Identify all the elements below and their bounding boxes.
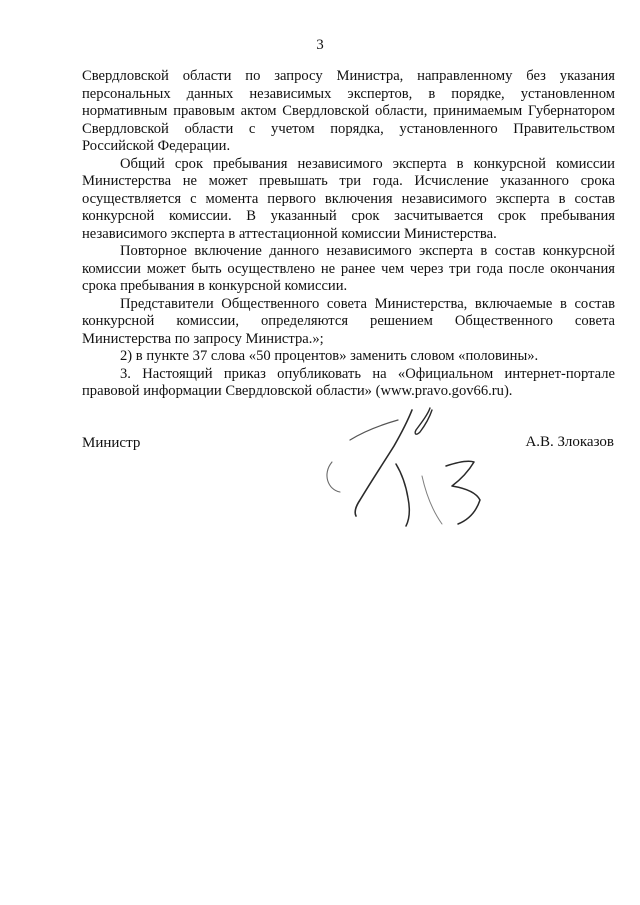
paragraph-3: Повторное включение данного независимого эксперта в состав конкурсной комиссии может быть осуществлено не ранее чем через три года после окончания срока пребывания в конкурсной комиссии.	[82, 243, 615, 294]
paragraph-5: 2) в пункте 37 слова «50 процентов» заменить словом «половины».	[120, 348, 539, 364]
paragraph-6: 3. Настоящий приказ опубликовать на «Официальном интернет-портале правовой информации Свердловской области» (www.pravo.gov66.ru).	[82, 365, 615, 399]
handwritten-signature	[318, 400, 498, 530]
signatory-name: А.В. Злоказов	[525, 434, 614, 450]
page-number: 3	[316, 37, 324, 53]
signatory-title: Министр	[82, 435, 141, 451]
paragraph-2: Общий срок пребывания независимого эксперта в конкурсной комиссии Министерства не может превышать три года. Исчисление указанного срока осуществляется с момента первого включения независимого эксперта в состав конкурсной комиссии. В указанный срок засчитывается срок пребывания независимого эксперта в аттестационной комиссии Министерства.	[82, 155, 615, 242]
paragraph-1: Свердловской области по запросу Министра, направленному без указания персональных данных независимых экспертов, в порядке, установленном нормативным правовым актом Свердловской области, принимаемым Губернатором Свердловской области с учетом порядка, установленного Правительством Российской Федерации.	[82, 68, 615, 154]
paragraph-4: Представители Общественного совета Министерства, включаемые в состав конкурсной комиссии, определяются решением Общественного совета Министерства по запросу Министра.»;	[82, 295, 615, 347]
document-body	[82, 68, 615, 401]
